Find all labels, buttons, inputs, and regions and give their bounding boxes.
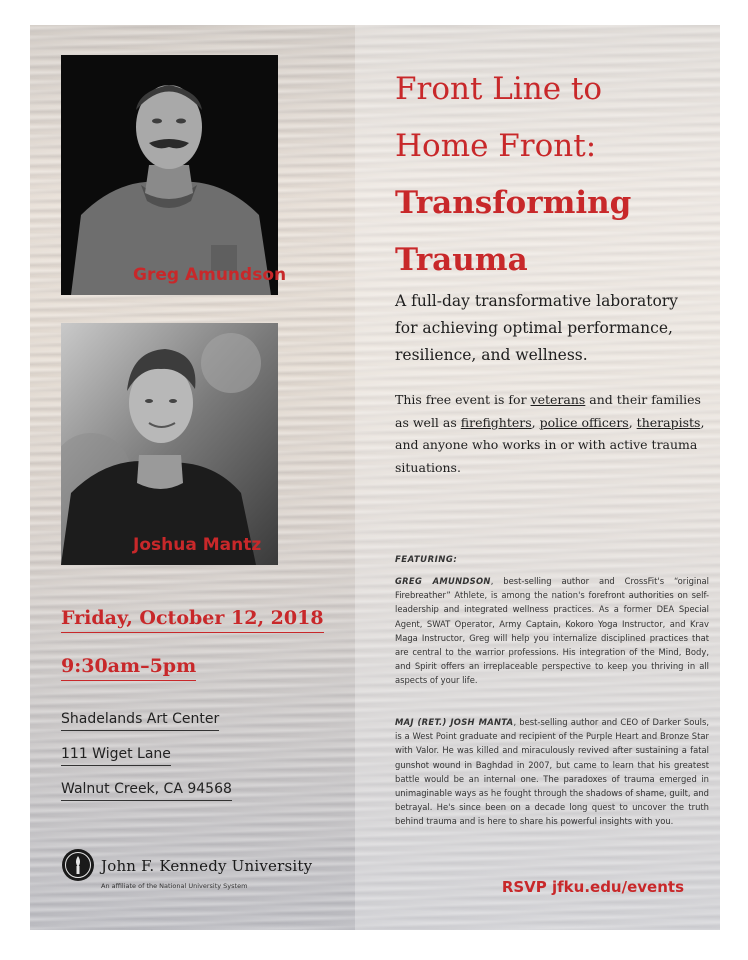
speaker-photo-josh [61, 323, 278, 565]
venue-city: Walnut Creek, CA 94568 [61, 781, 232, 801]
bio-name-greg: GREG AMUNDSON [395, 576, 491, 586]
university-seal-icon [61, 848, 95, 882]
intro-text: , [628, 414, 637, 430]
speaker-name-greg: Greg Amundson [133, 265, 287, 285]
event-poster [30, 25, 720, 930]
rsvp-link[interactable]: RSVP jfku.edu/events [501, 878, 684, 896]
intro-link-police: police officers [539, 414, 629, 430]
speaker-name-josh: Joshua Mantz [133, 535, 262, 555]
event-time: 9:30am–5pm [61, 655, 196, 681]
intro-text: , [531, 414, 540, 430]
left-column [30, 25, 355, 930]
title-line-1: Front Line to [395, 71, 603, 107]
university-name: John F. Kennedy University [101, 857, 313, 875]
intro-text: and their families as well as [395, 392, 701, 430]
bio-greg [395, 574, 709, 688]
bio-text-josh: , best-selling author and CEO of Darker Souls, is a West Point graduate and recipient of the Purple Heart and Bronze Star with Valor. He was killed and miraculously revived after sustaining a fatal gunshot wound in Baghdad in 2007, but came to learn that his greatest battle would be an internal one. The paradoxes of trauma emerged in unimaginable ways as he fought through the shadows of shame, guilt, and betrayal. He's since been on a decade long quest to uncover the truth behind trauma and is here to share his powerful insights with you. [395, 717, 709, 827]
intro-link-veterans: veterans [530, 392, 586, 407]
speaker-photo-greg [61, 55, 278, 295]
right-column [355, 25, 720, 930]
venue-street: 111 Wiget Lane [61, 746, 171, 766]
featuring-label: FEATURING: [395, 555, 458, 565]
bio-text-greg: , best-selling author and CrossFit's “original Firebreather” Athlete, is among the nation's forefront authorities on self-leadership and integrated wellness practices. As a former DEA Special Agent, SWAT Operator, Army Captain, Kokoro Yoga Instructor, and Krav Maga Instructor, Greg will help you internalize disciplined practices that are central to the warrior professions. His integration of the Mind, Body, and Spirit offers an irreplaceable perspective to keep you thriving in all aspects of your life. [395, 576, 709, 686]
title-line-3: Transforming [395, 185, 632, 221]
university-affiliation: An affiliate of the National University System [101, 882, 248, 890]
event-title [395, 61, 705, 289]
title-line-4: Trauma [395, 242, 528, 278]
intro-text: This free event is for [395, 392, 531, 407]
event-date: Friday, October 12, 2018 [61, 607, 324, 633]
event-intro [395, 389, 705, 479]
event-subtitle: A full-day transformative laboratory for achieving optimal performance, resilience, and wellness. [395, 292, 678, 364]
bio-josh [395, 715, 709, 829]
venue-name: Shadelands Art Center [61, 711, 219, 731]
title-line-2: Home Front: [395, 128, 597, 164]
intro-link-firefighters: firefighters [460, 414, 532, 430]
intro-text: , and anyone who works in or with active trauma situations. [395, 414, 705, 475]
bio-name-josh: MAJ (RET.) JOSH MANTA [395, 717, 514, 727]
jfku-logo [61, 848, 321, 898]
intro-link-therapists: therapists [636, 414, 701, 430]
